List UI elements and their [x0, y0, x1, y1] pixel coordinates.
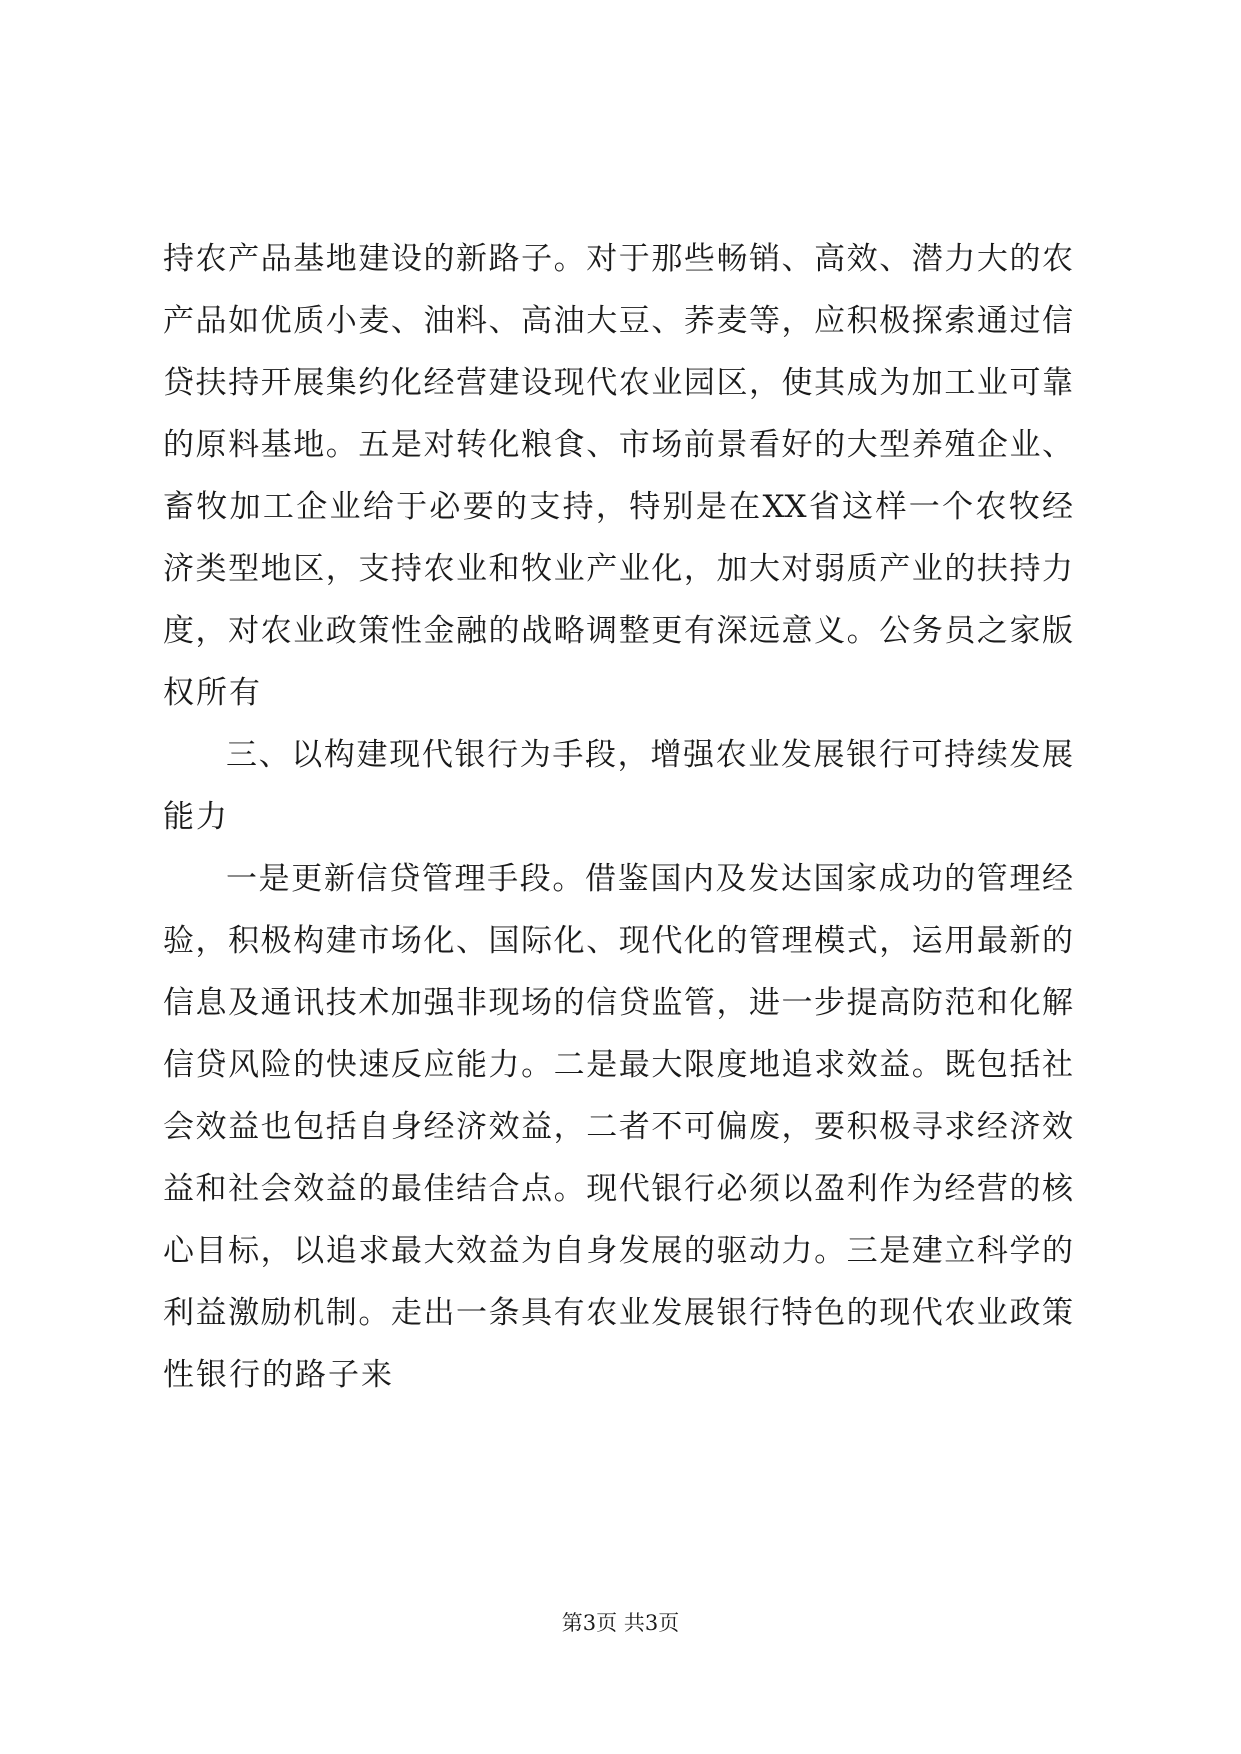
text-line: 产品如优质小麦、油料、高油大豆、荞麦等，应积极探索通过信: [163, 303, 1073, 339]
section-heading-line: 能力: [163, 799, 229, 835]
text-line: 性银行的路子来: [163, 1357, 394, 1393]
text-line: 信贷风险的快速反应能力。二是最大限度地追求效益。既包括社: [163, 1047, 1073, 1083]
text-line: 信息及通讯技术加强非现场的信贷监管，进一步提高防范和化解: [163, 985, 1073, 1021]
text-line: 贷扶持开展集约化经营建设现代农业园区，使其成为加工业可靠: [163, 365, 1073, 401]
body-text: [163, 228, 1073, 1406]
text-line: 权所有: [163, 675, 262, 711]
text-line: 会效益也包括自身经济效益，二者不可偏废，要积极寻求经济效: [163, 1109, 1073, 1145]
text-line: 一是更新信贷管理手段。借鉴国内及发达国家成功的管理经: [226, 861, 1073, 897]
text-line: 利益激励机制。走出一条具有农业发展银行特色的现代农业政策: [163, 1295, 1073, 1331]
text-line: 的原料基地。五是对转化粮食、市场前景看好的大型养殖企业、: [163, 427, 1073, 463]
text-line: 度，对农业政策性金融的战略调整更有深远意义。公务员之家版: [163, 613, 1073, 649]
page-number-footer: 第3页 共3页: [561, 1611, 680, 1635]
text-line: 济类型地区，支持农业和牧业产业化，加大对弱质产业的扶持力: [163, 551, 1073, 587]
text-line: 畜牧加工企业给于必要的支持，特别是在XX省这样一个农牧经: [163, 489, 1073, 525]
text-line: 心目标，以追求最大效益为自身发展的驱动力。三是建立科学的: [163, 1233, 1073, 1269]
section-heading-line: 三、以构建现代银行为手段，增强农业发展银行可持续发展: [226, 737, 1073, 773]
text-line: 持农产品基地建设的新路子。对于那些畅销、高效、潜力大的农: [163, 241, 1073, 277]
text-line: 益和社会效益的最佳结合点。现代银行必须以盈利作为经营的核: [163, 1171, 1073, 1207]
text-line: 验，积极构建市场化、国际化、现代化的管理模式，运用最新的: [163, 923, 1073, 959]
